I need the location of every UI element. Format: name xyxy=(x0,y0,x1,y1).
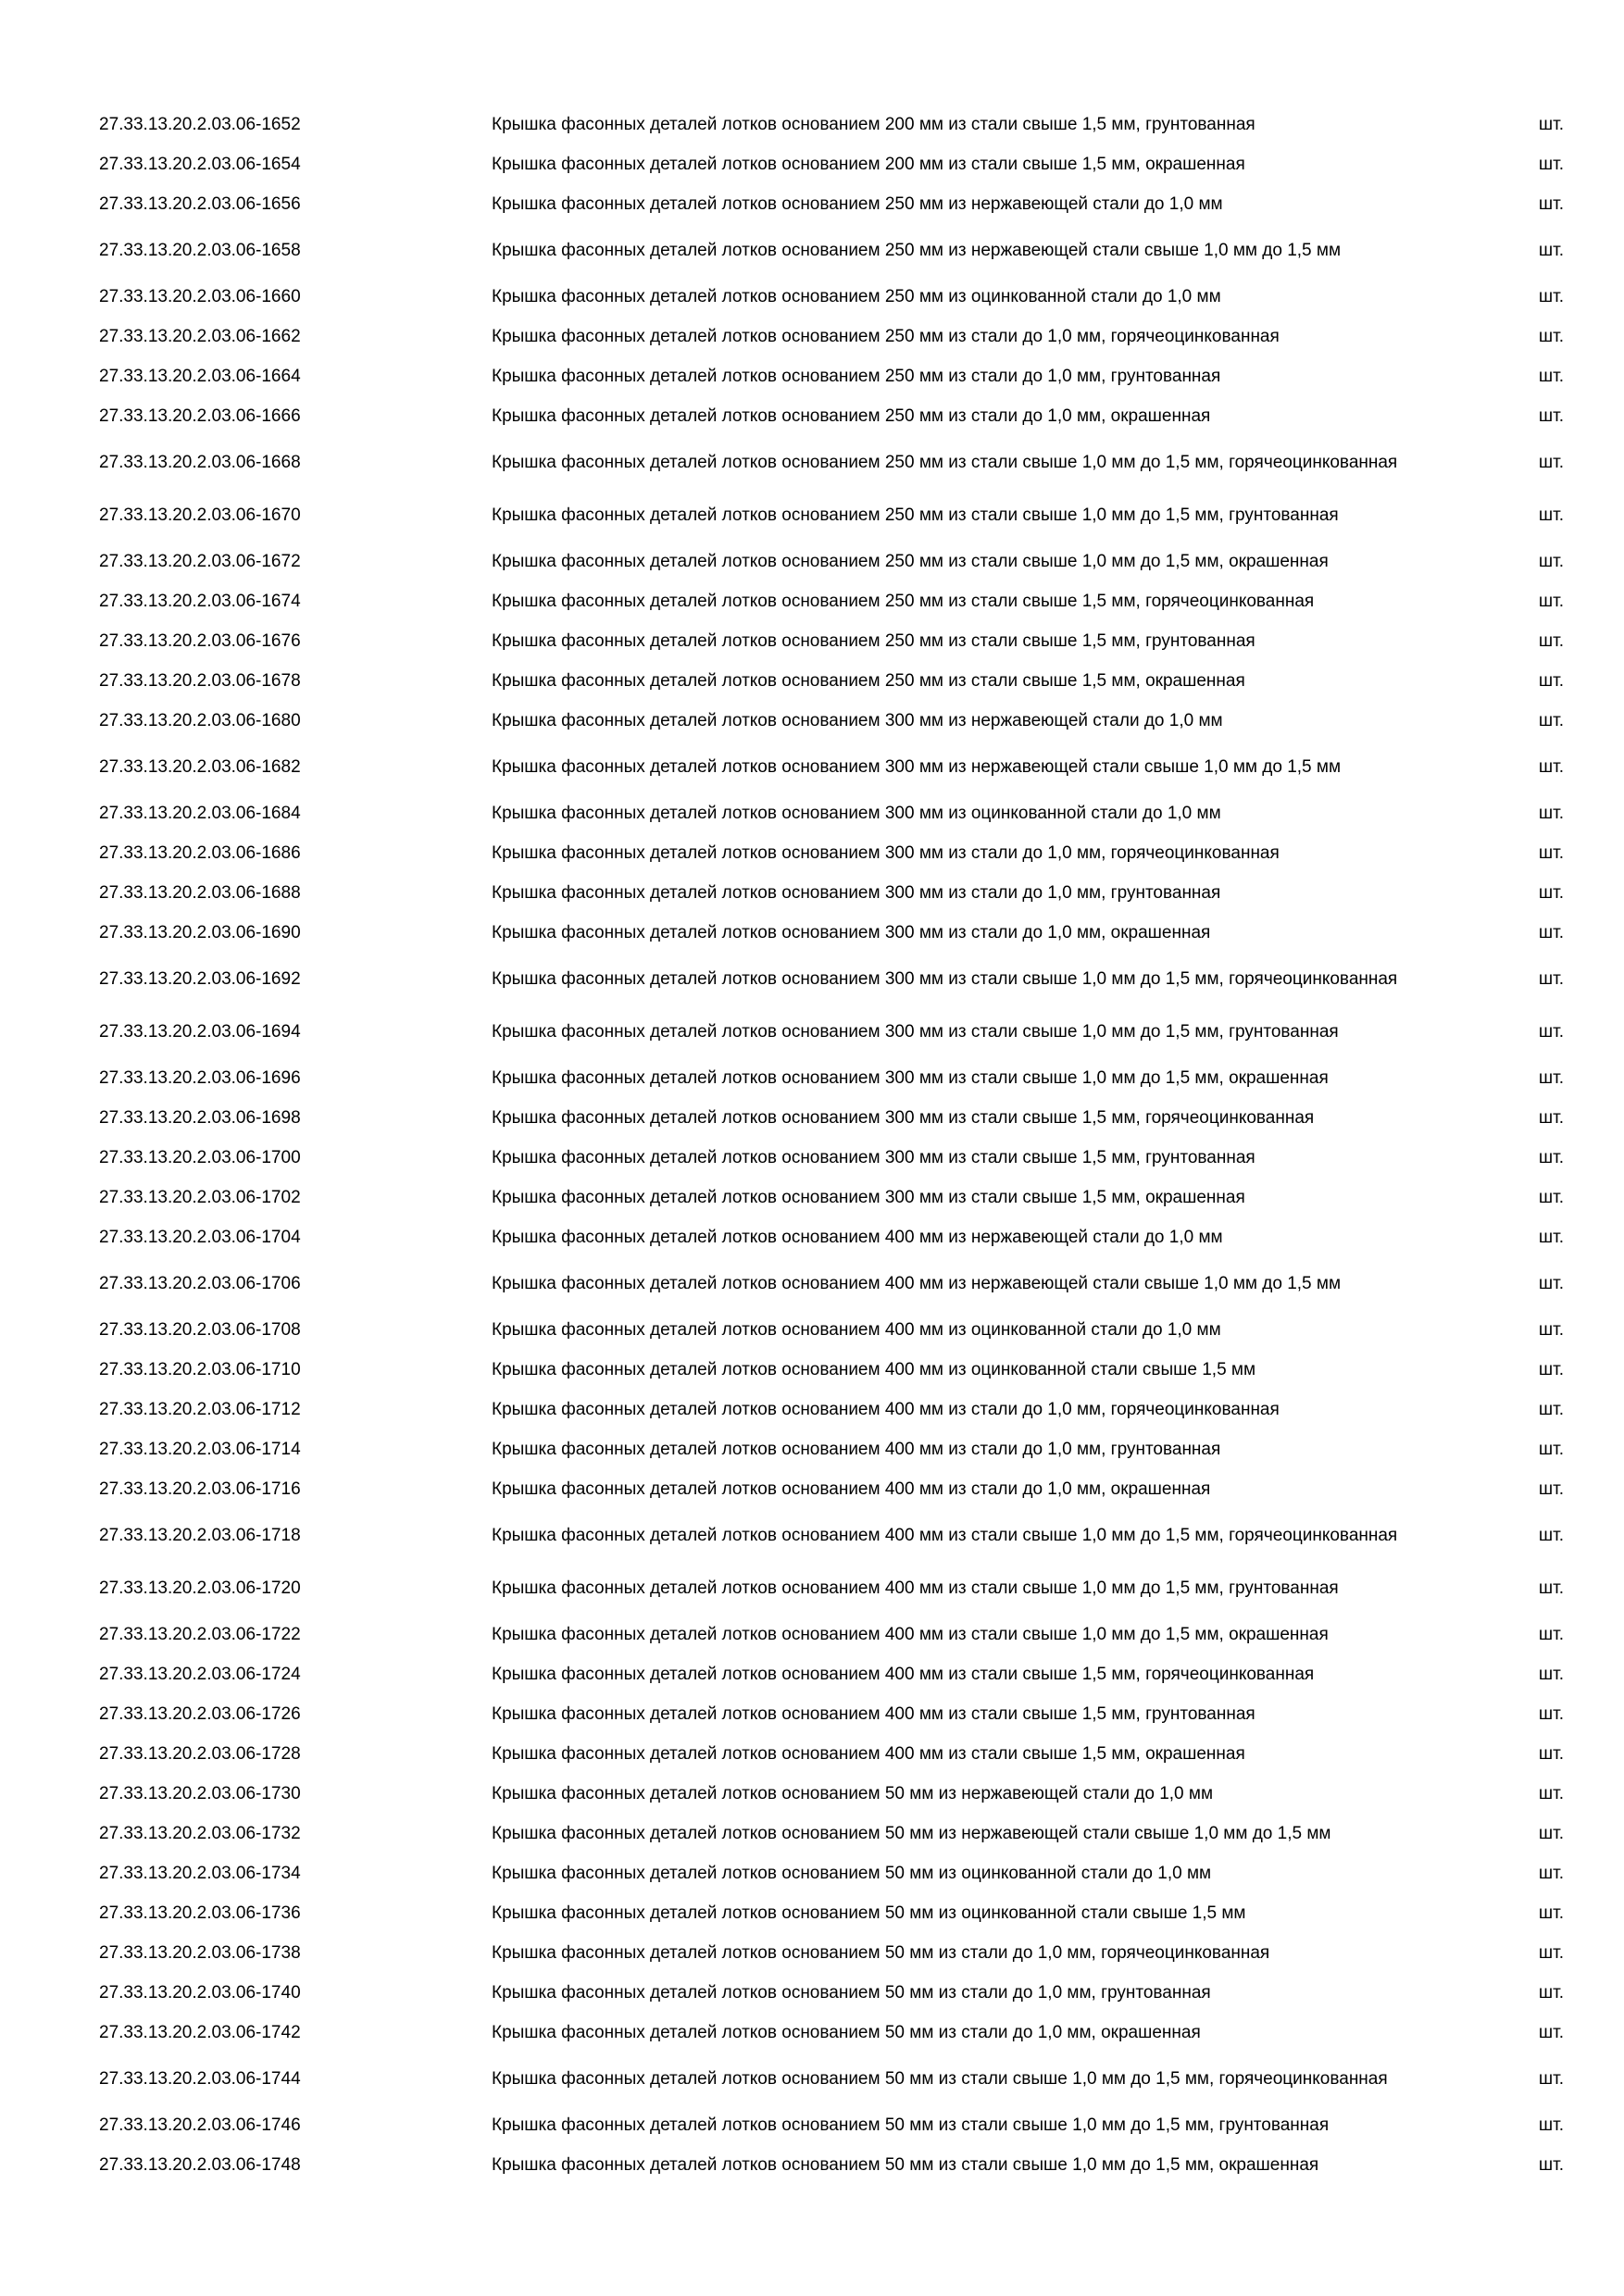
item-unit: шт. xyxy=(1538,1823,1564,1843)
item-unit: шт. xyxy=(1538,670,1564,691)
table-row xyxy=(99,1814,1571,1853)
item-code: 27.33.13.20.2.03.06-1694 xyxy=(99,1021,301,1042)
item-code: 27.33.13.20.2.03.06-1708 xyxy=(99,1319,301,1340)
item-unit: шт. xyxy=(1538,630,1564,651)
item-unit: шт. xyxy=(1538,1399,1564,1419)
item-unit: шт. xyxy=(1538,551,1564,571)
item-code: 27.33.13.20.2.03.06-1674 xyxy=(99,591,301,611)
table-row xyxy=(99,1469,1571,1509)
item-description: Крышка фасонных деталей лотков основанием 400 мм из оцинкованной стали до 1,0 мм xyxy=(492,1319,1221,1340)
item-code: 27.33.13.20.2.03.06-1718 xyxy=(99,1525,301,1545)
table-row xyxy=(99,2105,1571,2145)
item-description: Крышка фасонных деталей лотков основанием 200 мм из стали свыше 1,5 мм, окрашенная xyxy=(492,154,1245,174)
item-description: Крышка фасонных деталей лотков основанием 200 мм из стали свыше 1,5 мм, грунтованная xyxy=(492,114,1255,134)
item-unit: шт. xyxy=(1538,1021,1564,1042)
item-unit: шт. xyxy=(1538,1903,1564,1923)
table-row xyxy=(99,489,1571,542)
table-row xyxy=(99,277,1571,317)
table-row xyxy=(99,1694,1571,1734)
table-row xyxy=(99,2145,1571,2185)
item-unit: шт. xyxy=(1538,114,1564,134)
item-unit: шт. xyxy=(1538,1187,1564,1207)
table-row xyxy=(99,356,1571,396)
item-description: Крышка фасонных деталей лотков основанием 250 мм из стали свыше 1,0 мм до 1,5 мм, окрашенная xyxy=(492,551,1329,571)
table-row xyxy=(99,793,1571,833)
item-description: Крышка фасонных деталей лотков основанием 300 мм из стали свыше 1,5 мм, горячеоцинкованная xyxy=(492,1107,1315,1128)
item-description: Крышка фасонных деталей лотков основанием 250 мм из стали свыше 1,0 мм до 1,5 мм, горячеоцинкованная xyxy=(492,452,1398,472)
item-code: 27.33.13.20.2.03.06-1722 xyxy=(99,1624,301,1644)
item-unit: шт. xyxy=(1538,1067,1564,1088)
item-description: Крышка фасонных деталей лотков основанием 250 мм из стали свыше 1,5 мм, горячеоцинкованная xyxy=(492,591,1315,611)
item-description: Крышка фасонных деталей лотков основанием 50 мм из оцинкованной стали до 1,0 мм xyxy=(492,1863,1212,1883)
item-description: Крышка фасонных деталей лотков основанием 250 мм из стали свыше 1,0 мм до 1,5 мм, грунтованная xyxy=(492,505,1339,525)
item-description: Крышка фасонных деталей лотков основанием 300 мм из стали свыше 1,5 мм, грунтованная xyxy=(492,1147,1255,1167)
item-code: 27.33.13.20.2.03.06-1658 xyxy=(99,240,301,260)
item-unit: шт. xyxy=(1538,2115,1564,2135)
table-row xyxy=(99,1217,1571,1257)
item-code: 27.33.13.20.2.03.06-1706 xyxy=(99,1273,301,1293)
item-description: Крышка фасонных деталей лотков основанием 400 мм из стали до 1,0 мм, горячеоцинкованная xyxy=(492,1399,1280,1419)
item-unit: шт. xyxy=(1538,1439,1564,1459)
item-description: Крышка фасонных деталей лотков основанием 300 мм из нержавеющей стали до 1,0 мм xyxy=(492,710,1223,730)
item-unit: шт. xyxy=(1538,1359,1564,1379)
item-unit: шт. xyxy=(1538,1863,1564,1883)
table-row xyxy=(99,1734,1571,1774)
item-code: 27.33.13.20.2.03.06-1684 xyxy=(99,803,301,823)
table-row xyxy=(99,1390,1571,1429)
item-description: Крышка фасонных деталей лотков основанием 50 мм из оцинкованной стали свыше 1,5 мм xyxy=(492,1903,1246,1923)
item-code: 27.33.13.20.2.03.06-1670 xyxy=(99,505,301,525)
item-code: 27.33.13.20.2.03.06-1660 xyxy=(99,286,301,306)
item-unit: шт. xyxy=(1538,2022,1564,2042)
table-row xyxy=(99,144,1571,184)
table-row xyxy=(99,1774,1571,1814)
item-unit: шт. xyxy=(1538,1982,1564,2003)
item-unit: шт. xyxy=(1538,1664,1564,1684)
table-row xyxy=(99,542,1571,581)
item-code: 27.33.13.20.2.03.06-1724 xyxy=(99,1664,301,1684)
item-code: 27.33.13.20.2.03.06-1656 xyxy=(99,193,301,214)
item-code: 27.33.13.20.2.03.06-1654 xyxy=(99,154,301,174)
item-description: Крышка фасонных деталей лотков основанием 400 мм из оцинкованной стали свыше 1,5 мм xyxy=(492,1359,1256,1379)
item-code: 27.33.13.20.2.03.06-1664 xyxy=(99,366,301,386)
table-row xyxy=(99,1350,1571,1390)
item-unit: шт. xyxy=(1538,882,1564,903)
item-unit: шт. xyxy=(1538,1525,1564,1545)
item-description: Крышка фасонных деталей лотков основанием 250 мм из оцинкованной стали до 1,0 мм xyxy=(492,286,1221,306)
table-row xyxy=(99,1562,1571,1615)
item-unit: шт. xyxy=(1538,1107,1564,1128)
item-description: Крышка фасонных деталей лотков основанием 400 мм из нержавеющей стали свыше 1,0 мм до 1,5 мм xyxy=(492,1273,1342,1293)
item-code: 27.33.13.20.2.03.06-1748 xyxy=(99,2154,301,2175)
item-description: Крышка фасонных деталей лотков основанием 300 мм из стали свыше 1,5 мм, окрашенная xyxy=(492,1187,1245,1207)
item-unit: шт. xyxy=(1538,286,1564,306)
table-row xyxy=(99,1853,1571,1893)
item-description: Крышка фасонных деталей лотков основанием 50 мм из стали до 1,0 мм, грунтованная xyxy=(492,1982,1211,2003)
item-unit: шт. xyxy=(1538,591,1564,611)
item-code: 27.33.13.20.2.03.06-1690 xyxy=(99,922,301,942)
item-unit: шт. xyxy=(1538,452,1564,472)
item-description: Крышка фасонных деталей лотков основанием 400 мм из стали свыше 1,5 мм, грунтованная xyxy=(492,1703,1255,1724)
item-code: 27.33.13.20.2.03.06-1732 xyxy=(99,1823,301,1843)
item-description: Крышка фасонных деталей лотков основанием 300 мм из стали свыше 1,0 мм до 1,5 мм, грунтованная xyxy=(492,1021,1339,1042)
item-code: 27.33.13.20.2.03.06-1678 xyxy=(99,670,301,691)
table-row xyxy=(99,1509,1571,1562)
item-code: 27.33.13.20.2.03.06-1668 xyxy=(99,452,301,472)
item-description: Крышка фасонных деталей лотков основанием 300 мм из оцинкованной стали до 1,0 мм xyxy=(492,803,1221,823)
item-description: Крышка фасонных деталей лотков основанием 250 мм из стали свыше 1,5 мм, окрашенная xyxy=(492,670,1245,691)
item-code: 27.33.13.20.2.03.06-1744 xyxy=(99,2068,301,2089)
item-description: Крышка фасонных деталей лотков основанием 400 мм из стали свыше 1,5 мм, окрашенная xyxy=(492,1743,1245,1764)
table-row xyxy=(99,1257,1571,1310)
table-row xyxy=(99,1429,1571,1469)
item-description: Крышка фасонных деталей лотков основанием 300 мм из стали до 1,0 мм, окрашенная xyxy=(492,922,1211,942)
item-description: Крышка фасонных деталей лотков основанием 250 мм из стали до 1,0 мм, окрашенная xyxy=(492,406,1211,426)
item-unit: шт. xyxy=(1538,803,1564,823)
item-description: Крышка фасонных деталей лотков основанием 50 мм из стали до 1,0 мм, окрашенная xyxy=(492,2022,1201,2042)
table-row xyxy=(99,184,1571,224)
item-code: 27.33.13.20.2.03.06-1666 xyxy=(99,406,301,426)
table-row xyxy=(99,1654,1571,1694)
table-row xyxy=(99,741,1571,793)
item-unit: шт. xyxy=(1538,1578,1564,1598)
item-code: 27.33.13.20.2.03.06-1688 xyxy=(99,882,301,903)
item-unit: шт. xyxy=(1538,1319,1564,1340)
item-description: Крышка фасонных деталей лотков основанием 400 мм из стали свыше 1,5 мм, горячеоцинкованная xyxy=(492,1664,1315,1684)
item-unit: шт. xyxy=(1538,756,1564,777)
table-row xyxy=(99,1310,1571,1350)
item-code: 27.33.13.20.2.03.06-1652 xyxy=(99,114,301,134)
item-description: Крышка фасонных деталей лотков основанием 400 мм из стали свыше 1,0 мм до 1,5 мм, горячеоцинкованная xyxy=(492,1525,1398,1545)
item-code: 27.33.13.20.2.03.06-1704 xyxy=(99,1227,301,1247)
item-description: Крышка фасонных деталей лотков основанием 300 мм из стали до 1,0 мм, грунтованная xyxy=(492,882,1221,903)
table-row xyxy=(99,1005,1571,1058)
item-unit: шт. xyxy=(1538,505,1564,525)
table-row xyxy=(99,105,1571,144)
item-code: 27.33.13.20.2.03.06-1676 xyxy=(99,630,301,651)
item-code: 27.33.13.20.2.03.06-1730 xyxy=(99,1783,301,1803)
table-row xyxy=(99,224,1571,277)
table-row xyxy=(99,2013,1571,2053)
item-code: 27.33.13.20.2.03.06-1736 xyxy=(99,1903,301,1923)
item-code: 27.33.13.20.2.03.06-1700 xyxy=(99,1147,301,1167)
item-code: 27.33.13.20.2.03.06-1726 xyxy=(99,1703,301,1724)
item-unit: шт. xyxy=(1538,1783,1564,1803)
item-code: 27.33.13.20.2.03.06-1728 xyxy=(99,1743,301,1764)
item-unit: шт. xyxy=(1538,710,1564,730)
item-unit: шт. xyxy=(1538,1147,1564,1167)
item-unit: шт. xyxy=(1538,1942,1564,1963)
item-unit: шт. xyxy=(1538,2068,1564,2089)
item-code: 27.33.13.20.2.03.06-1672 xyxy=(99,551,301,571)
table-row xyxy=(99,953,1571,1005)
item-code: 27.33.13.20.2.03.06-1696 xyxy=(99,1067,301,1088)
table-row xyxy=(99,581,1571,621)
item-code: 27.33.13.20.2.03.06-1740 xyxy=(99,1982,301,2003)
item-description: Крышка фасонных деталей лотков основанием 300 мм из стали свыше 1,0 мм до 1,5 мм, горячеоцинкованная xyxy=(492,968,1398,989)
item-description: Крышка фасонных деталей лотков основанием 250 мм из стали до 1,0 мм, грунтованная xyxy=(492,366,1221,386)
catalog-table xyxy=(99,105,1571,2185)
item-description: Крышка фасонных деталей лотков основанием 400 мм из стали свыше 1,0 мм до 1,5 мм, грунтованная xyxy=(492,1578,1339,1598)
table-row xyxy=(99,1138,1571,1178)
table-row xyxy=(99,913,1571,953)
table-row xyxy=(99,873,1571,913)
item-description: Крышка фасонных деталей лотков основанием 250 мм из нержавеющей стали свыше 1,0 мм до 1,5 мм xyxy=(492,240,1342,260)
item-unit: шт. xyxy=(1538,1479,1564,1499)
item-code: 27.33.13.20.2.03.06-1716 xyxy=(99,1479,301,1499)
item-unit: шт. xyxy=(1538,240,1564,260)
item-unit: шт. xyxy=(1538,406,1564,426)
item-description: Крышка фасонных деталей лотков основанием 300 мм из нержавеющей стали свыше 1,0 мм до 1,5 мм xyxy=(492,756,1342,777)
item-code: 27.33.13.20.2.03.06-1680 xyxy=(99,710,301,730)
item-code: 27.33.13.20.2.03.06-1692 xyxy=(99,968,301,989)
item-code: 27.33.13.20.2.03.06-1710 xyxy=(99,1359,301,1379)
item-description: Крышка фасонных деталей лотков основанием 300 мм из стали до 1,0 мм, горячеоцинкованная xyxy=(492,842,1280,863)
item-unit: шт. xyxy=(1538,1703,1564,1724)
item-code: 27.33.13.20.2.03.06-1682 xyxy=(99,756,301,777)
table-row xyxy=(99,436,1571,489)
item-code: 27.33.13.20.2.03.06-1738 xyxy=(99,1942,301,1963)
item-unit: шт. xyxy=(1538,1227,1564,1247)
item-description: Крышка фасонных деталей лотков основанием 400 мм из стали до 1,0 мм, грунтованная xyxy=(492,1439,1221,1459)
table-row xyxy=(99,1098,1571,1138)
item-code: 27.33.13.20.2.03.06-1742 xyxy=(99,2022,301,2042)
table-row xyxy=(99,621,1571,661)
item-description: Крышка фасонных деталей лотков основанием 250 мм из нержавеющей стали до 1,0 мм xyxy=(492,193,1223,214)
item-unit: шт. xyxy=(1538,366,1564,386)
table-row xyxy=(99,2053,1571,2105)
item-description: Крышка фасонных деталей лотков основанием 50 мм из нержавеющей стали до 1,0 мм xyxy=(492,1783,1214,1803)
table-row xyxy=(99,1893,1571,1933)
item-code: 27.33.13.20.2.03.06-1746 xyxy=(99,2115,301,2135)
item-description: Крышка фасонных деталей лотков основанием 400 мм из стали свыше 1,0 мм до 1,5 мм, окрашенная xyxy=(492,1624,1329,1644)
table-row xyxy=(99,317,1571,356)
item-code: 27.33.13.20.2.03.06-1712 xyxy=(99,1399,301,1419)
item-description: Крышка фасонных деталей лотков основанием 250 мм из стали до 1,0 мм, горячеоцинкованная xyxy=(492,326,1280,346)
item-description: Крышка фасонных деталей лотков основанием 250 мм из стали свыше 1,5 мм, грунтованная xyxy=(492,630,1255,651)
item-description: Крышка фасонных деталей лотков основанием 400 мм из нержавеющей стали до 1,0 мм xyxy=(492,1227,1223,1247)
table-row xyxy=(99,661,1571,701)
item-description: Крышка фасонных деталей лотков основанием 50 мм из стали свыше 1,0 мм до 1,5 мм, окрашенная xyxy=(492,2154,1319,2175)
item-description: Крышка фасонных деталей лотков основанием 50 мм из стали до 1,0 мм, горячеоцинкованная xyxy=(492,1942,1270,1963)
item-description: Крышка фасонных деталей лотков основанием 50 мм из стали свыше 1,0 мм до 1,5 мм, горячеоцинкованная xyxy=(492,2068,1388,2089)
item-code: 27.33.13.20.2.03.06-1686 xyxy=(99,842,301,863)
table-row xyxy=(99,701,1571,741)
item-unit: шт. xyxy=(1538,2154,1564,2175)
table-row xyxy=(99,396,1571,436)
item-unit: шт. xyxy=(1538,154,1564,174)
item-unit: шт. xyxy=(1538,1624,1564,1644)
item-code: 27.33.13.20.2.03.06-1702 xyxy=(99,1187,301,1207)
table-row xyxy=(99,1058,1571,1098)
table-row xyxy=(99,1178,1571,1217)
item-unit: шт. xyxy=(1538,1273,1564,1293)
item-description: Крышка фасонных деталей лотков основанием 50 мм из нержавеющей стали свыше 1,0 мм до 1,5 мм xyxy=(492,1823,1331,1843)
table-row xyxy=(99,1615,1571,1654)
item-unit: шт. xyxy=(1538,842,1564,863)
item-code: 27.33.13.20.2.03.06-1720 xyxy=(99,1578,301,1598)
item-code: 27.33.13.20.2.03.06-1734 xyxy=(99,1863,301,1883)
item-code: 27.33.13.20.2.03.06-1714 xyxy=(99,1439,301,1459)
item-description: Крышка фасонных деталей лотков основанием 50 мм из стали свыше 1,0 мм до 1,5 мм, грунтованная xyxy=(492,2115,1330,2135)
item-code: 27.33.13.20.2.03.06-1698 xyxy=(99,1107,301,1128)
item-code: 27.33.13.20.2.03.06-1662 xyxy=(99,326,301,346)
item-unit: шт. xyxy=(1538,1743,1564,1764)
item-description: Крышка фасонных деталей лотков основанием 300 мм из стали свыше 1,0 мм до 1,5 мм, окрашенная xyxy=(492,1067,1329,1088)
item-unit: шт. xyxy=(1538,326,1564,346)
table-row xyxy=(99,833,1571,873)
table-row xyxy=(99,1973,1571,2013)
item-description: Крышка фасонных деталей лотков основанием 400 мм из стали до 1,0 мм, окрашенная xyxy=(492,1479,1211,1499)
item-unit: шт. xyxy=(1538,968,1564,989)
table-row xyxy=(99,1933,1571,1973)
item-unit: шт. xyxy=(1538,922,1564,942)
item-unit: шт. xyxy=(1538,193,1564,214)
